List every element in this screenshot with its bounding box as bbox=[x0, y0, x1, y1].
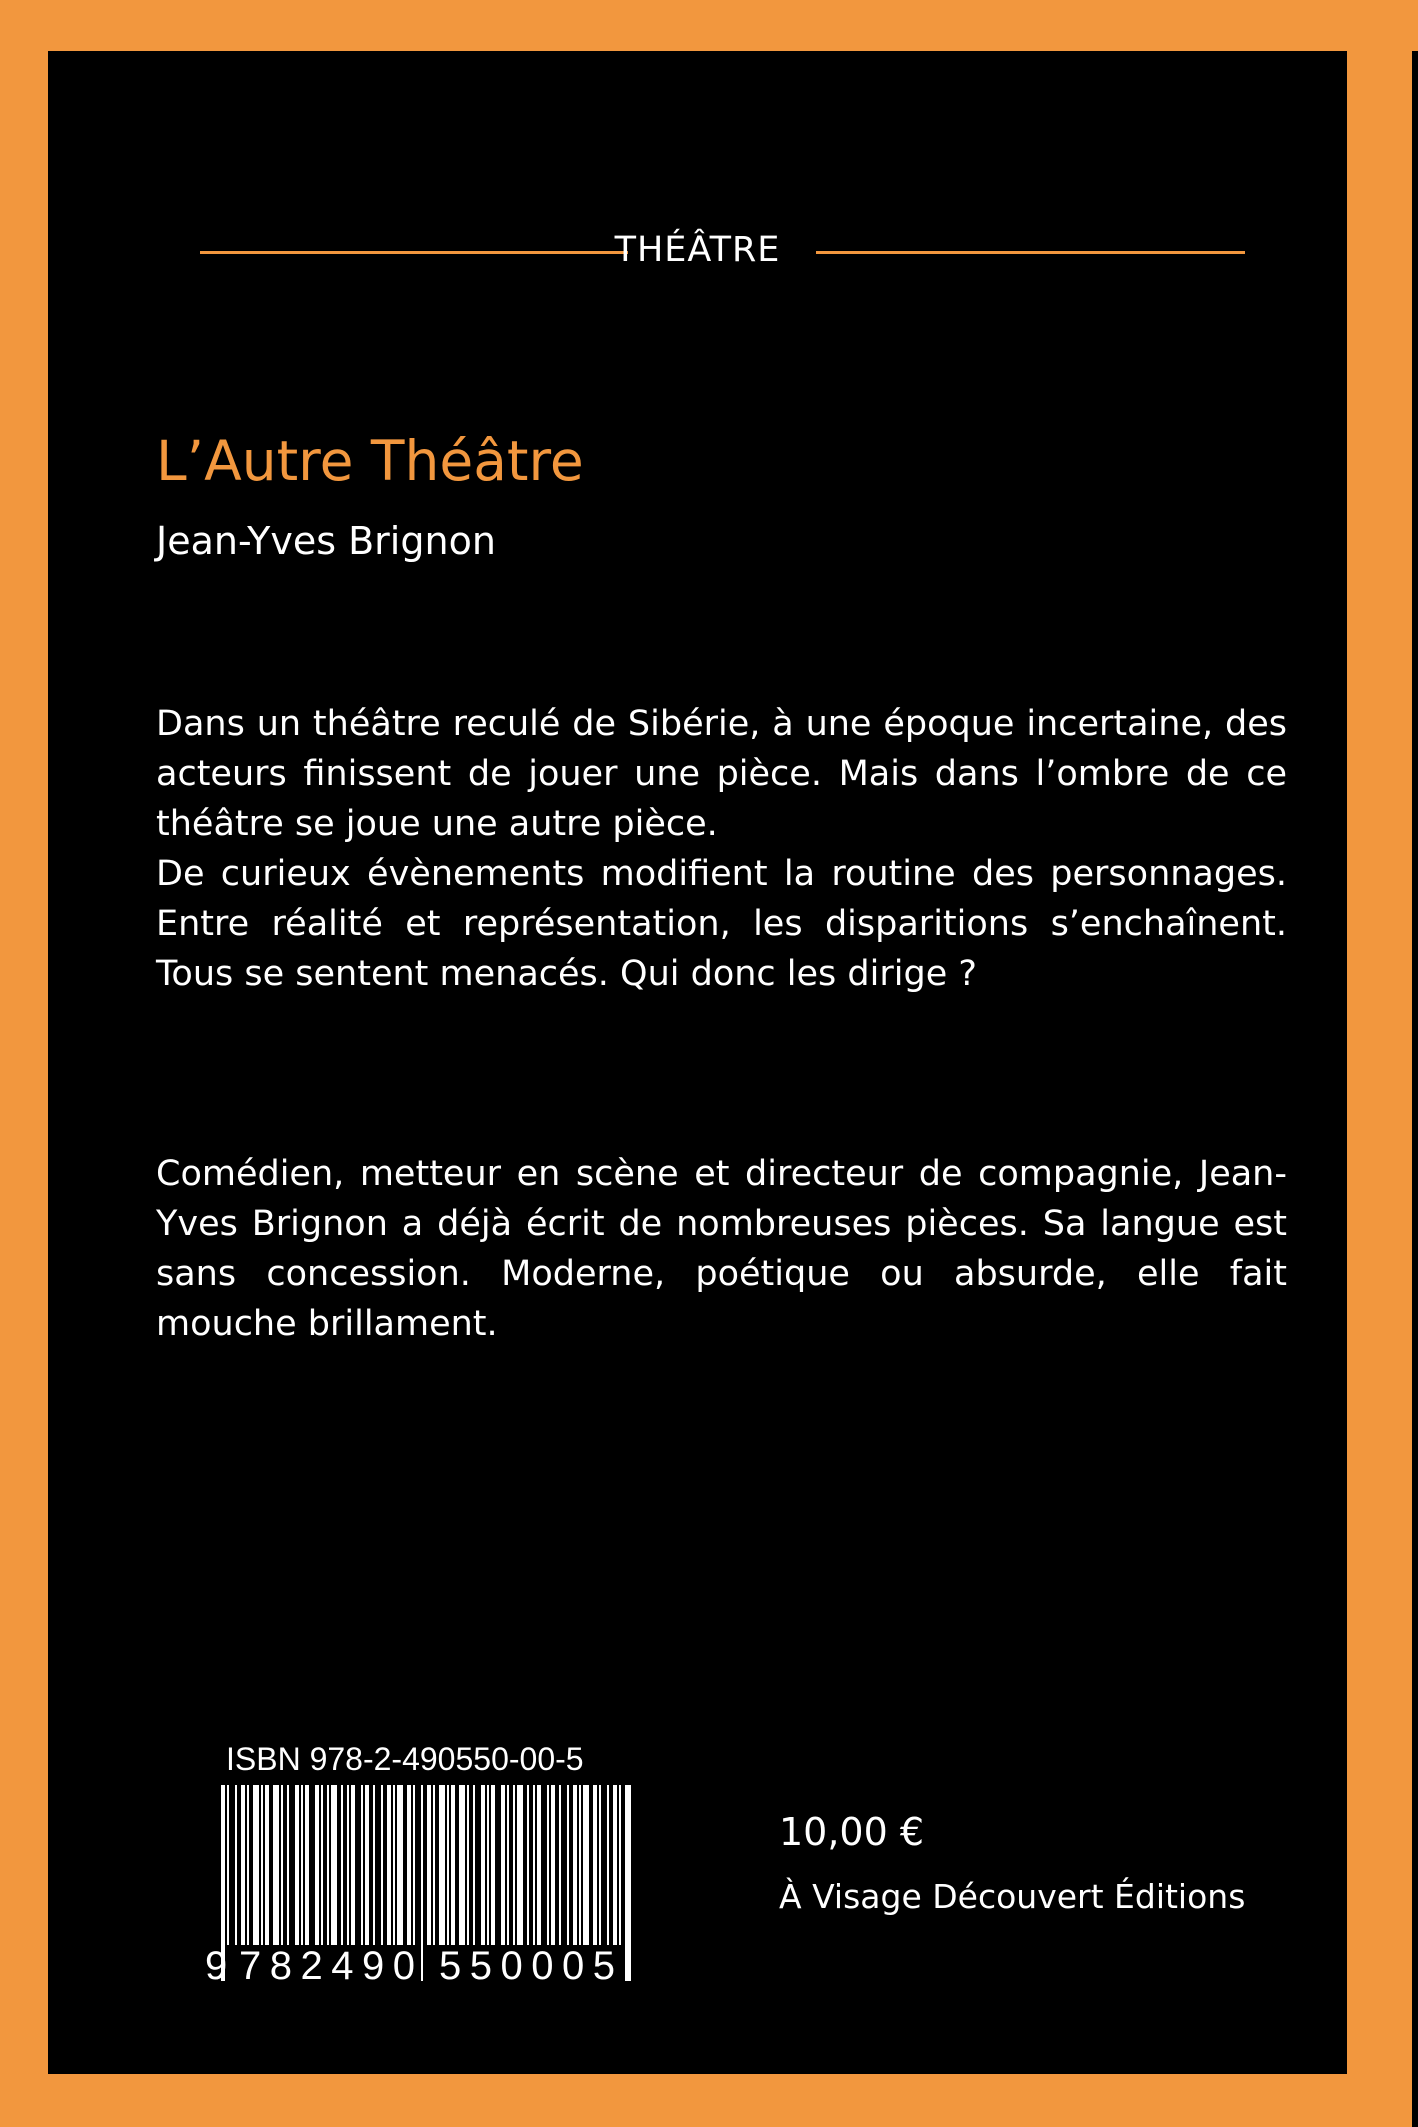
barcode-right-digits: 550005 bbox=[439, 1944, 615, 1985]
genre-label: THÉÂTRE bbox=[614, 230, 781, 270]
price: 10,00 € bbox=[779, 1810, 925, 1854]
author-bio-text: Comédien, metteur en scène et directeur de compagnie, Jean-Yves Brignon a déjà écrit de nombreuses pièces. Sa langue est sans concession. Moderne, poétique ou absurde, elle fait mouche brillament. bbox=[156, 1154, 1287, 1344]
summary-paragraph-2: De curieux évènements modifient la routine des personnages. Entre réalité et représentation, les disparitions s’enchaînent. Tous se sentent menacés. Qui donc les dirige ? bbox=[156, 854, 1287, 994]
book-author: Jean-Yves Brignon bbox=[156, 519, 496, 563]
publisher-name: À Visage Découvert Éditions bbox=[779, 1877, 1246, 1916]
book-title: L’Autre Théâtre bbox=[156, 429, 584, 493]
cover-edge-strip bbox=[1412, 51, 1418, 2127]
barcode-icon bbox=[203, 1785, 653, 1985]
barcode-first-digit: 9 bbox=[205, 1944, 228, 1985]
author-bio bbox=[156, 1149, 1287, 1349]
summary-paragraph-1: Dans un théâtre reculé de Sibérie, à une époque incertaine, des acteurs finissent de jouer une pièce. Mais dans l’ombre de ce théâtre se joue une autre pièce. bbox=[156, 704, 1287, 844]
back-cover-panel bbox=[48, 51, 1347, 2074]
barcode-left-digits: 782490 bbox=[239, 1944, 415, 1985]
isbn-label: ISBN 978-2-490550-00-5 bbox=[226, 1741, 584, 1777]
summary-text bbox=[156, 699, 1287, 999]
genre-rule-right bbox=[816, 251, 1245, 254]
isbn-barcode bbox=[203, 1739, 653, 1989]
